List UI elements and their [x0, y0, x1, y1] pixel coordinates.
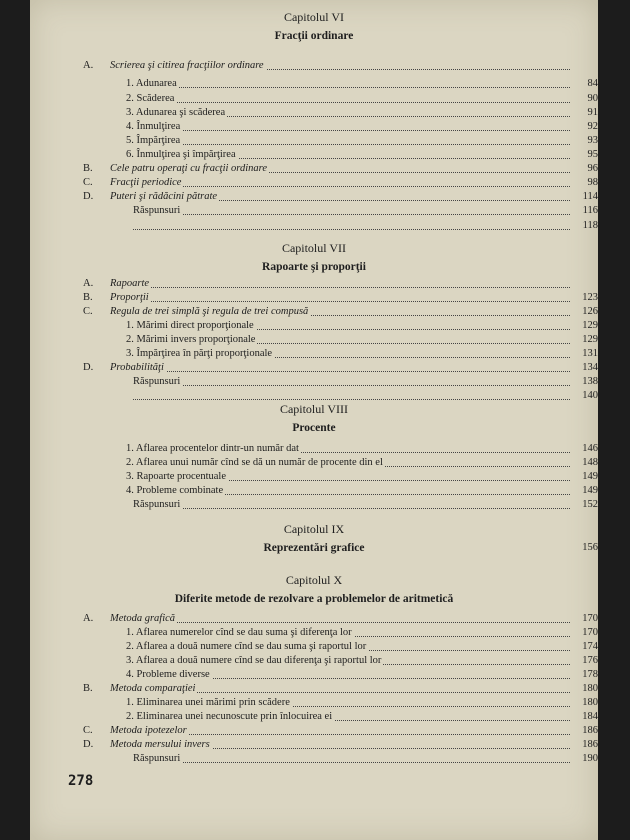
- toc-entry-label: Puteri şi rădăcini pătrate: [110, 191, 218, 202]
- toc-entry-label: 2. Scăderea: [126, 93, 175, 104]
- toc-page-number: 126: [582, 306, 598, 317]
- toc-page-number: 84: [587, 78, 598, 89]
- chapter-title: Capitolul IX: [283, 522, 345, 536]
- toc-entry-label: 1. Eliminarea unei mărimi prin scădere: [126, 697, 290, 708]
- chapter-subtitle: Rapoarte şi proporţii: [262, 261, 366, 273]
- toc-page-number: 170: [582, 627, 598, 638]
- toc-entry[interactable]: [30, 376, 598, 389]
- chapter-subtitle: Procente: [292, 422, 336, 434]
- toc-entry-label: 4. Probleme diverse: [126, 669, 210, 680]
- toc-entry[interactable]: [30, 641, 598, 654]
- dot-leader: [133, 762, 570, 763]
- dot-leader: [126, 87, 570, 88]
- toc-entry-label: Proporţii: [110, 292, 149, 303]
- toc-page-number: 174: [582, 641, 598, 652]
- toc-entry-label: Probabilităţi: [110, 362, 164, 373]
- chapter-subtitle: Fracţii ordinare: [274, 30, 354, 42]
- toc-page-number: 152: [582, 499, 598, 510]
- toc-page-number: 129: [582, 320, 598, 331]
- toc-entry-label: Răspunsuri: [133, 376, 181, 387]
- toc-entry-label: 1. Aflarea numerelor cînd se dau suma şi diferenţa lor: [126, 627, 352, 638]
- dot-leader: [133, 214, 570, 215]
- dot-leader: [133, 399, 570, 400]
- dot-leader: [110, 287, 570, 288]
- toc-page-number: 149: [582, 471, 598, 482]
- toc-entry-label: Metoda mersului invers: [110, 739, 210, 750]
- toc-entry[interactable]: [30, 191, 598, 204]
- toc-page-number: 96: [587, 163, 598, 174]
- toc-page-number: 178: [582, 669, 598, 680]
- toc-entry-letter: A.: [83, 613, 94, 624]
- toc-page-number: 146: [582, 443, 598, 454]
- toc-entry-label: 6. Înmulţirea şi împărţirea: [126, 149, 236, 160]
- toc-entry[interactable]: [30, 60, 598, 73]
- toc-entry-label: Rapoarte: [110, 278, 150, 289]
- dot-leader: [133, 508, 570, 509]
- dot-leader: [110, 622, 570, 623]
- toc-entry-letter: B.: [83, 163, 93, 174]
- toc-entry-letter: D.: [83, 362, 94, 373]
- dot-leader: [126, 102, 570, 103]
- toc-entry-letter: B.: [83, 292, 93, 303]
- toc-entry-letter: A.: [83, 278, 94, 289]
- chapter-subtitle: Diferite metode de rezolvare a problemelor de aritmetică: [174, 593, 454, 605]
- toc-entry[interactable]: [30, 669, 598, 682]
- toc-page-number: 180: [582, 697, 598, 708]
- toc-page-number: 184: [582, 711, 598, 722]
- toc-page-number: 114: [582, 191, 598, 202]
- toc-entry-label: 2. Mărimi invers proporţionale: [126, 334, 256, 345]
- toc-entry-label: 3. Aflarea a două numere cînd se dau diferenţa şi raportul lor: [126, 655, 382, 666]
- toc-entry[interactable]: [30, 471, 598, 484]
- toc-page-number: 98: [587, 177, 598, 188]
- toc-entry[interactable]: [30, 348, 598, 361]
- toc-page-number: 116: [582, 205, 598, 216]
- toc-entry[interactable]: [30, 121, 598, 134]
- toc-entry[interactable]: [30, 627, 598, 640]
- toc-entry-label: Fracţii periodice: [110, 177, 182, 188]
- toc-page-number: 91: [587, 107, 598, 118]
- toc-entry-label: 1. Aflarea procentelor dintr-un număr dat: [126, 443, 299, 454]
- toc-page-number: 149: [582, 485, 598, 496]
- toc-entry-label: 3. Rapoarte procentuale: [126, 471, 226, 482]
- toc-entry[interactable]: [30, 149, 598, 162]
- toc-entry-label: Răspunsuri: [133, 753, 181, 764]
- toc-page-number: 118: [582, 220, 598, 231]
- toc-page-number: 180: [582, 683, 598, 694]
- toc-entry-label: 5. Împărţirea: [126, 135, 181, 146]
- toc-entry[interactable]: [30, 306, 598, 319]
- chapter-page: [30, 542, 598, 555]
- toc-entry-letter: C.: [83, 177, 93, 188]
- page-number: 278: [68, 773, 94, 789]
- toc-entry-letter: A.: [83, 60, 94, 71]
- toc-page-number: 140: [582, 390, 598, 401]
- toc-entry-label: 3. Adunarea şi scăderea: [126, 107, 226, 118]
- chapter-title: Capitolul X: [285, 573, 343, 587]
- toc-entry-label: 2. Aflarea a două numere cînd se dau suma şi raportul lor: [126, 641, 367, 652]
- toc-entry[interactable]: [30, 135, 598, 148]
- chapter-title: Capitolul VI: [283, 10, 345, 24]
- toc-entry-label: 4. Înmulţirea: [126, 121, 181, 132]
- toc-page-number: 129: [582, 334, 598, 345]
- toc-entry[interactable]: [30, 78, 598, 91]
- toc-entry-label: Răspunsuri: [133, 499, 181, 510]
- toc-entry[interactable]: [30, 655, 598, 668]
- toc-entry[interactable]: [30, 107, 598, 120]
- toc-page-number: 92: [587, 121, 598, 132]
- dot-leader: [110, 371, 570, 372]
- toc-entry-letter: D.: [83, 739, 94, 750]
- toc-entry[interactable]: [30, 93, 598, 106]
- toc-entry-letter: B.: [83, 683, 93, 694]
- toc-page-number: 138: [582, 376, 598, 387]
- toc-page-number: 148: [582, 457, 598, 468]
- toc-page-number: 186: [582, 739, 598, 750]
- toc-entry[interactable]: [30, 334, 598, 347]
- toc-entry[interactable]: [30, 278, 598, 291]
- toc-page-number: 123: [582, 292, 598, 303]
- toc-entry[interactable]: [30, 292, 598, 305]
- toc-entry[interactable]: [30, 485, 598, 498]
- toc-page-number: 190: [582, 753, 598, 764]
- toc-entry[interactable]: [30, 613, 598, 626]
- toc-entry-letter: D.: [83, 191, 94, 202]
- toc-entry-label: Cele patru operaţi cu fracţii ordinare: [110, 163, 267, 174]
- toc-entry[interactable]: [30, 457, 598, 470]
- toc-entry-label: 4. Probleme combinate: [126, 485, 224, 496]
- dot-leader: [126, 144, 570, 145]
- toc-entry[interactable]: [30, 177, 598, 190]
- toc-entry-label: 2. Aflarea unui număr cînd se dă un număr de procente din el: [126, 457, 383, 468]
- chapter-subtitle: Reprezentări grafice: [263, 542, 365, 554]
- toc-entry[interactable]: [30, 220, 598, 233]
- dot-leader: [133, 229, 570, 230]
- toc-page-number: 134: [582, 362, 598, 373]
- toc-entry-label: Metoda grafică: [110, 613, 176, 624]
- toc-entry[interactable]: [30, 499, 598, 512]
- chapter-title: Capitolul VII: [281, 241, 347, 255]
- toc-entry-label: Metoda comparaţiei: [110, 683, 196, 694]
- toc-entry[interactable]: [30, 163, 598, 176]
- chapter-title: Capitolul VIII: [279, 402, 349, 416]
- dot-leader: [126, 130, 570, 131]
- toc-entry[interactable]: [30, 711, 598, 724]
- toc-page-number: 95: [587, 149, 598, 160]
- toc-entry-letter: C.: [83, 306, 93, 317]
- toc-entry[interactable]: [30, 205, 598, 218]
- toc-page-number: 170: [582, 613, 598, 624]
- toc-entry[interactable]: [30, 739, 598, 752]
- toc-entry-label: 1. Mărimi direct proporţionale: [126, 320, 254, 331]
- toc-entry-label: 1. Adunarea: [126, 78, 177, 89]
- toc-entry[interactable]: [30, 725, 598, 738]
- toc-page-number: 186: [582, 725, 598, 736]
- toc-entry[interactable]: [30, 697, 598, 710]
- toc-page-number: 93: [587, 135, 598, 146]
- toc-entry[interactable]: [30, 753, 598, 766]
- toc-entry-label: 2. Eliminarea unei necunoscute prin înlocuirea ei: [126, 711, 333, 722]
- book-page: [30, 0, 598, 840]
- toc-entry-letter: C.: [83, 725, 93, 736]
- toc-entry[interactable]: [30, 443, 598, 456]
- toc-entry-label: Răspunsuri: [133, 205, 181, 216]
- toc-entry[interactable]: [30, 362, 598, 375]
- toc-page-number: 131: [582, 348, 598, 359]
- toc-page-number: 156: [582, 542, 598, 553]
- toc-page-number: 176: [582, 655, 598, 666]
- toc-entry-label: 3. Împărţirea în părţi proporţionale: [126, 348, 273, 359]
- toc-entry[interactable]: [30, 320, 598, 333]
- toc-entry[interactable]: [30, 683, 598, 696]
- dot-leader: [133, 385, 570, 386]
- toc-page-number: 90: [587, 93, 598, 104]
- toc-entry-label: Metoda ipotezelor: [110, 725, 187, 736]
- dot-leader: [110, 301, 570, 302]
- toc-entry-label: Scrierea şi citirea fracţiilor ordinare: [110, 60, 264, 71]
- toc-entry-label: Regula de trei simplă şi regula de trei compusă: [110, 306, 309, 317]
